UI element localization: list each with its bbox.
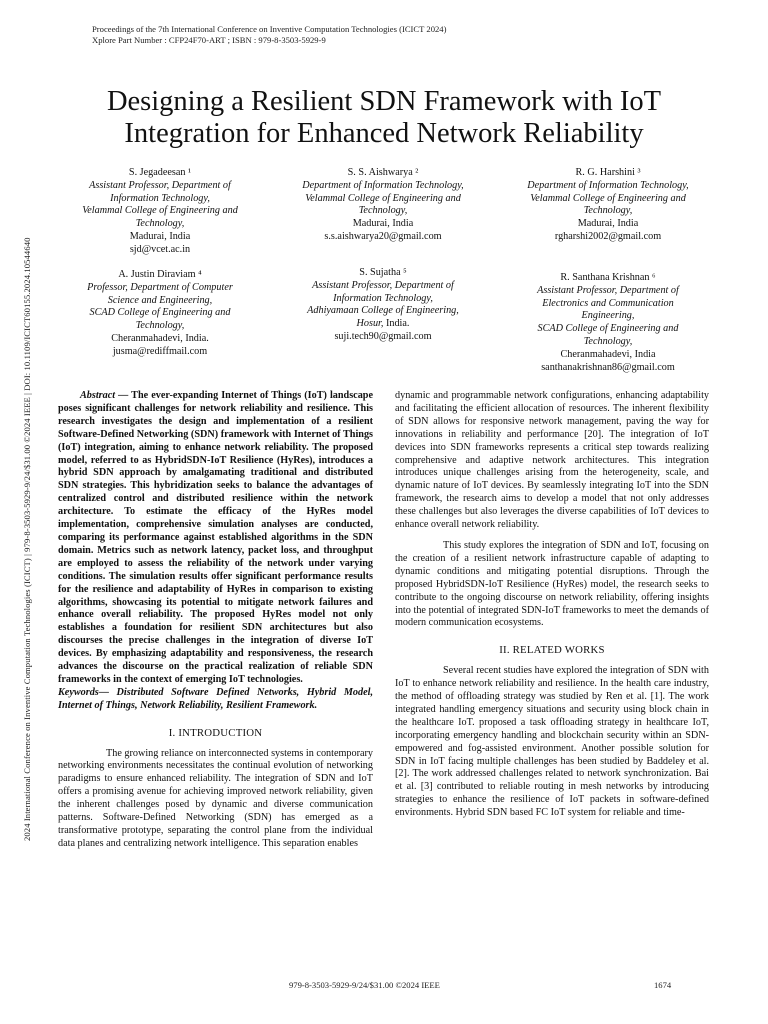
- author-block-5: [268, 267, 498, 344]
- section-heading-introduction: I. INTRODUCTION: [168, 726, 263, 739]
- author-affiliation: Electronics and Communication: [542, 297, 674, 309]
- introduction-paragraph: The growing reliance on interconnected systems in contemporary networking environments necessitates the continual evolution of networking paradigms to ensure enhanced reliability. The integration of SDN and IoT offers a promising avenue for achieving improved network reliability, given the inherent challenges posed by dynamic and diverse communication patterns. Software-Defined Networking (SDN) has emerged as a transformative prototype, separating the control plane from the individual data planes and centralizing network intelligence. This separation enables: [58, 747, 373, 849]
- right-column: [395, 390, 709, 820]
- author-affiliation: SCAD College of Engineering and: [537, 323, 679, 335]
- abstract-text: The ever-expanding Internet of Things (IoT) landscape poses significant challenges for network reliability and resilience. This research investigates the design and implementation of a resilient Software-Defined Networking (SDN) framework with Internet of Things (IoT) integration, aiming to enhance network reliability. The proposed model, referred to as HybridSDN-IoT Resilience (HyRes), introduces a hybrid SDN approach by amalgamating traditional and distributed SDN strategies. This hybridization seeks to balance the advantages of centralized control and distributed resilience within the network architecture. To estimate the efficacy of the HyRes model implementation, comprehensive simulation analyses are conducted, comparing its performance against established algorithms in the SDN domain. Metrics such as network latency, packet loss, and throughput are employed to assess the reliability of the network under varying conditions. The simulation results offer significant performance results for the resilience and adaptability of HyRes in comparison to existing algorithms, showcasing its potential to mitigate network failures and enhance overall reliability. The proposed HyRes model not only establishes a foundation for resilient SDN architectures but also discourses the precise challenges in the integration of diverse IoT devices. By emphasizing adaptability and responsiveness, the research advances the discourse on the practical realization of reliable SDN frameworks in the context of emerging IoT technologies.: [58, 390, 373, 685]
- author-name: S. Sujatha ⁵: [359, 267, 407, 278]
- proceedings-line: Proceedings of the 7th International Conference on Inventive Computation Technologies (ICICT 2024): [92, 24, 447, 34]
- related-works-paragraph: Several recent studies have explored the integration of SDN with IoT to enhance network reliability and resilience. In the health care industry, the method of offloading strategy was studied by Ren et al. [1]. The work integrated handling emergency situations and security using block chain in the healthcare IoT. proposed a task offloading strategy in healthcare IoT, incorporating emergency handling and blockchain security within an SDN-empowered and fog-assisted environment. Another possible solution for SDN in IoT facing multiple challenges has been studied by Baddeley et al. [2]. The work addressed challenges related to network synchronization. Bai et al. [3] contributed to reliable routing in mesh networks by introducing strategies to enhance the resilience of IoT packets in software-defined environments. Hybrid SDN based FC IoT system for reliable and time-: [395, 665, 709, 819]
- author-email[interactable]: s.s.aishwarya20@gmail.com: [324, 230, 442, 242]
- author-affiliation: Velammal College of Engineering and: [305, 192, 461, 204]
- title-line-1: Designing a Resilient SDN Framework with IoT: [106, 86, 662, 117]
- author-city: Madurai, India: [352, 218, 414, 230]
- author-block-6: [493, 272, 723, 374]
- author-affiliation: Engineering,: [581, 310, 635, 322]
- author-affiliation: Department of Information Technology,: [527, 179, 689, 191]
- author-email[interactable]: santhanakrishnan86@gmail.com: [541, 361, 675, 373]
- author-name: S. Jegadeesan ¹: [128, 167, 192, 178]
- footer-copyright: 979-8-3503-5929-9/24/$31.00 ©2024 IEEE: [289, 980, 440, 990]
- author-block-2: [268, 167, 498, 244]
- author-email[interactable]: rgharshi2002@gmail.com: [554, 230, 662, 242]
- author-affiliation: Technology,: [135, 320, 185, 332]
- author-name: S. S. Aishwarya ²: [347, 167, 419, 178]
- author-name: A. Justin Diraviam ⁴: [118, 269, 202, 280]
- author-city: Cheranmahadevi, India.: [111, 332, 209, 344]
- left-column: [58, 390, 373, 851]
- author-affiliation: Technology,: [583, 335, 633, 347]
- author-email[interactable]: sjd@vcet.ac.in: [129, 243, 191, 255]
- proceedings-header: [92, 24, 446, 46]
- keywords-text: Distributed Software Defined Networks, Hybrid Model, Internet of Things, Network Reliability, Resilient Framework.: [58, 686, 373, 711]
- section-heading-related-works: II. RELATED WORKS: [499, 644, 605, 657]
- author-affiliation: Technology,: [358, 205, 408, 217]
- xplore-line: Xplore Part Number : CFP24F70-ART ; ISBN : 979-8-3503-5929-9: [92, 35, 326, 45]
- author-name: R. G. Harshini ³: [575, 167, 641, 178]
- author-block-3: [493, 167, 723, 244]
- introduction-continued-paragraph: dynamic and programmable network configurations, enhancing adaptability and facilitating the efficient allocation of resources. The inherent flexibility of SDN allows for responsive network management, paving the way for innovations in reliability and performance [20]. The integration of IoT devices into SDN frameworks represents a critical step towards realizing comprehensive and adaptive network architectures. This integration introduces unique challenges arising from the heterogeneity, scale, and dynamic nature of IoT devices. By seamlessly integrating IoT into the SDN framework, the research aims to develop a model that not only addresses these challenges but also leverages the diverse capabilities of IoT devices to enhance overall network reliability.: [395, 390, 709, 531]
- author-affiliation: Assistant Professor, Department of: [537, 284, 679, 296]
- page-number: 1674: [654, 980, 672, 990]
- author-email[interactable]: jusma@rediffmail.com: [112, 345, 208, 357]
- author-affiliation: Technology,: [135, 218, 185, 230]
- paper-title: [40, 86, 728, 150]
- side-doi-strip: 2024 International Conference on Inventive Computation Technologies (ICICT) | 979-8-3503-5929-9/24/$31.00 ©2024 IEEE | DOI: 10.1109/ICICT60155.2024.10544640: [22, 237, 32, 841]
- author-affiliation-country: India.: [383, 318, 410, 330]
- author-affiliation: Velammal College of Engineering and: [530, 192, 686, 204]
- author-affiliation: Technology,: [583, 205, 633, 217]
- abstract: [58, 390, 373, 687]
- author-block-1: [45, 167, 275, 257]
- introduction-paragraph-2: This study explores the integration of SDN and IoT, focusing on the creation of a resilient network infrastructure capable of adapting to dynamic conditions and mitigating potential disruptions. Through the proposed HybridSDN-IoT Resilience (HyRes) model, the research seeks to contribute to the ongoing discourse on network reliability, offering insights into the potential of integrated SDN-IoT frameworks to meet the demands of modern communication ecosystems.: [395, 539, 709, 629]
- author-affiliation: Adhiyamaan College of Engineering,: [307, 305, 459, 317]
- abstract-label: Abstract —: [80, 390, 129, 401]
- author-email[interactable]: suji.tech90@gmail.com: [334, 330, 432, 342]
- author-affiliation: Professor, Department of Computer: [87, 281, 233, 293]
- author-affiliation: Assistant Professor, Department of: [312, 279, 454, 291]
- author-city: Cheranmahadevi, India: [560, 348, 656, 360]
- author-city: Madurai, India: [577, 218, 639, 230]
- author-affiliation: Science and Engineering,: [107, 294, 213, 306]
- author-affiliation: Department of Information Technology,: [302, 179, 464, 191]
- author-affiliation: Information Technology,: [110, 192, 210, 204]
- author-affiliation: Assistant Professor, Department of: [89, 179, 231, 191]
- author-affiliation: Velammal College of Engineering and: [82, 205, 238, 217]
- title-line-2: Integration for Enhanced Network Reliability: [124, 118, 644, 149]
- author-affiliation: [268, 318, 498, 331]
- author-block-4: [45, 269, 275, 359]
- author-name: R. Santhana Krishnan ⁶: [560, 272, 656, 283]
- keywords-label: Keywords—: [58, 686, 109, 698]
- keywords: [58, 687, 373, 713]
- author-affiliation: Information Technology,: [333, 292, 433, 304]
- author-affiliation-city: Hosur,: [356, 318, 384, 330]
- author-city: Madurai, India: [129, 230, 191, 242]
- author-affiliation: SCAD College of Engineering and: [89, 307, 231, 319]
